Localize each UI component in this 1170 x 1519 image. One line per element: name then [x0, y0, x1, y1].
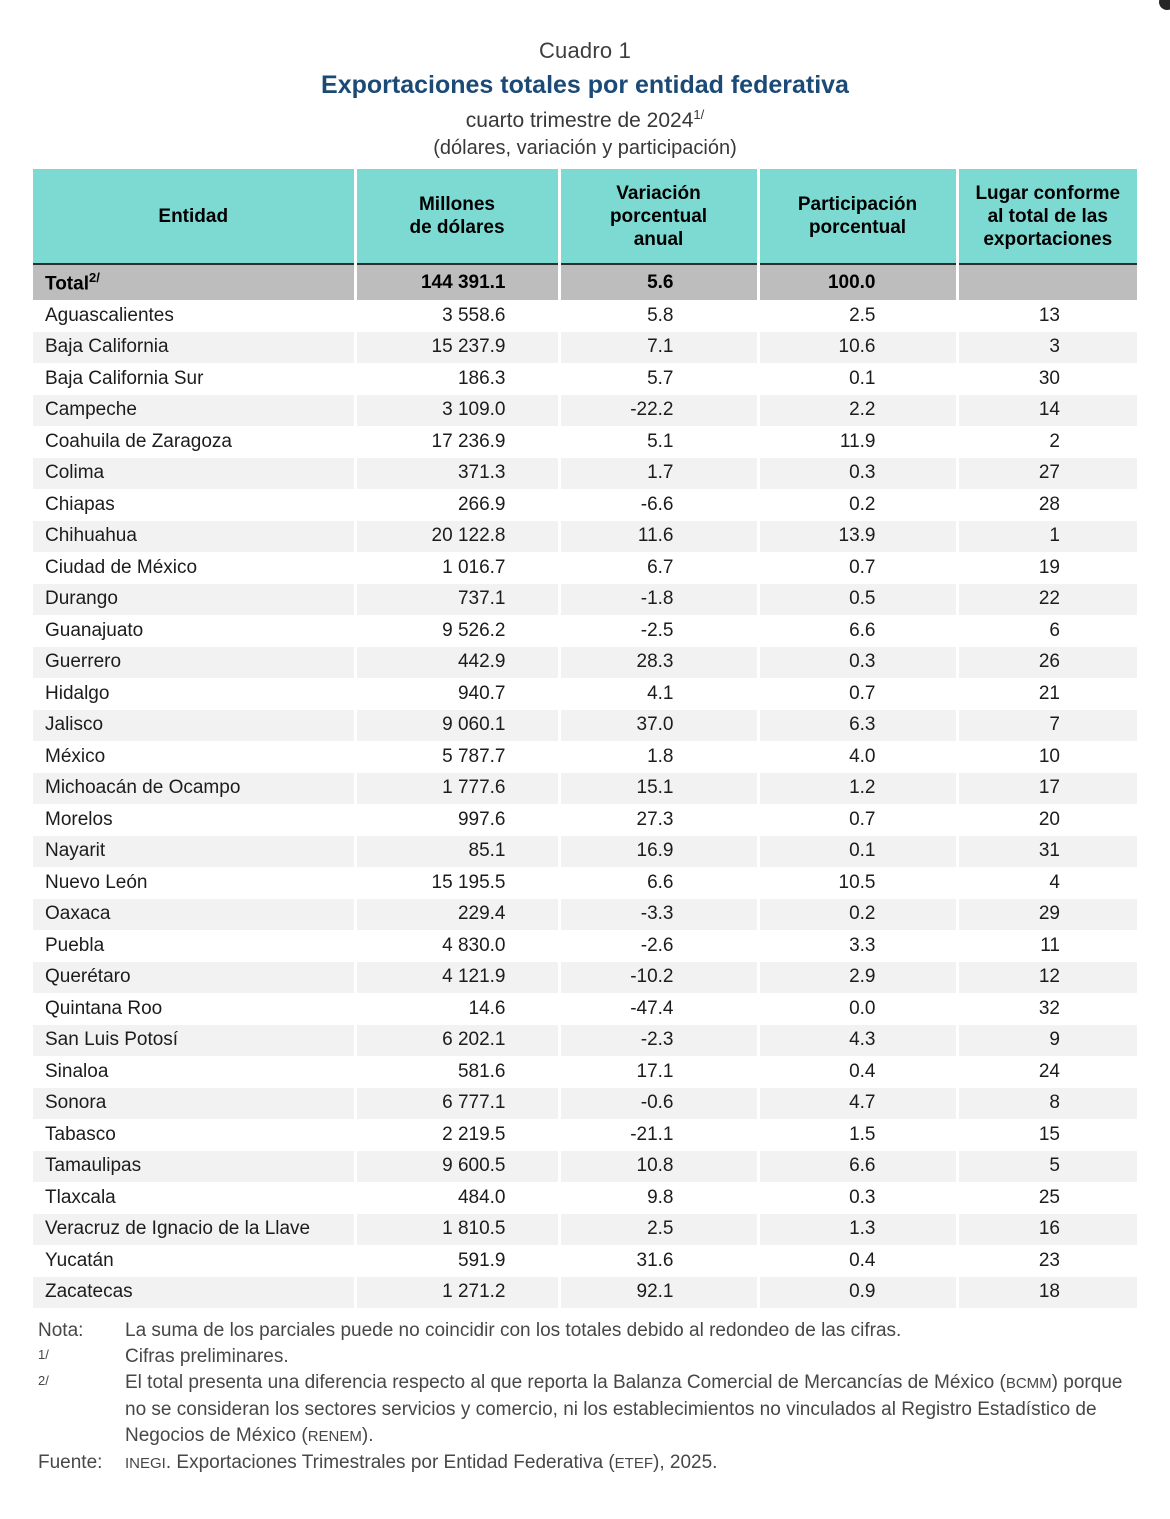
- col-header-line: exportaciones: [983, 228, 1113, 250]
- millions-cell: 2 219.5: [355, 1119, 559, 1151]
- millions-cell: 186.3: [355, 363, 559, 395]
- entity-cell: Colima: [33, 458, 355, 490]
- acronym: ETEF: [614, 1455, 653, 1472]
- entity-cell: Tlaxcala: [45, 1186, 116, 1208]
- variation-cell: 15.1: [559, 773, 758, 805]
- table-row: [33, 647, 1137, 679]
- variation-cell: 5.7: [559, 363, 758, 395]
- millions-cell: 20 122.8: [355, 521, 559, 553]
- rank-cell: 28: [957, 489, 1137, 521]
- share-cell: 0.7: [758, 804, 957, 836]
- table-row: [33, 458, 1137, 490]
- col-header-millones-de-dolares: [355, 169, 559, 264]
- rank-cell: 11: [957, 930, 1137, 962]
- note-item: [38, 1344, 1137, 1370]
- col-header-line: Lugar conforme: [975, 182, 1121, 204]
- entity-cell: Puebla: [45, 934, 105, 956]
- entity-cell: Nayarit: [33, 836, 355, 868]
- table-row: [33, 489, 1137, 521]
- table-row: [33, 678, 1137, 710]
- variation-cell: -2.3: [559, 1025, 758, 1057]
- table-row: [33, 710, 1137, 742]
- variation-cell: -2.5: [559, 615, 758, 647]
- note-segment: ).: [361, 1425, 374, 1446]
- page-title: Exportaciones totales por entidad federativa: [321, 71, 849, 99]
- note-item: [38, 1318, 1137, 1344]
- variation-cell: -3.3: [559, 899, 758, 931]
- table-row: [33, 1025, 1137, 1057]
- entity-cell: Guerrero: [33, 647, 355, 679]
- entity-cell: Sinaloa: [45, 1060, 109, 1082]
- share-cell: 2.5: [758, 300, 957, 332]
- share-cell: 0.4: [758, 1056, 957, 1088]
- note-segment: ) porque no se consideran los sectores servicios y comercio, ni los establecimientos no vinculados al Registro Estadístico de Negocios de México (: [125, 1372, 1123, 1446]
- table-row: [33, 1214, 1137, 1246]
- variation-cell: -1.8: [559, 584, 758, 616]
- note-segment: La suma de los parciales puede no coincidir con los totales debido al redondeo de las cifras.: [125, 1320, 902, 1341]
- table-row: [33, 300, 1137, 332]
- rank-cell: 27: [957, 458, 1137, 490]
- entity-cell: Tabasco: [45, 1123, 116, 1145]
- rank-cell: 15: [957, 1119, 1137, 1151]
- variation-cell: 5.8: [559, 300, 758, 332]
- rank-cell: 8: [957, 1088, 1137, 1120]
- col-header-variacion-porcentual-anual: [559, 169, 758, 264]
- millions-cell: 266.9: [355, 489, 559, 521]
- variation-cell: 11.6: [559, 521, 758, 553]
- share-cell: 2.9: [758, 962, 957, 994]
- entity-cell: Nuevo León: [45, 871, 148, 893]
- millions-cell: 1 271.2: [355, 1277, 559, 1309]
- variation-cell: -10.2: [559, 962, 758, 994]
- variation-cell: 2.5: [559, 1214, 758, 1246]
- entity-cell: Morelos: [45, 808, 113, 830]
- table-row: [33, 395, 1137, 427]
- notes: [38, 1318, 1137, 1477]
- entity-cell: Baja California: [33, 332, 355, 364]
- rank-cell: 30: [957, 363, 1137, 395]
- variation-cell: -21.1: [559, 1119, 758, 1151]
- entity-cell: Jalisco: [33, 710, 355, 742]
- share-cell: 0.1: [758, 363, 957, 395]
- variation-cell: 4.1: [559, 678, 758, 710]
- acronym: INEGI: [125, 1455, 166, 1472]
- share-cell: 0.4: [758, 1245, 957, 1277]
- total-variation-cell: 5.6: [559, 264, 758, 300]
- millions-cell: 737.1: [355, 584, 559, 616]
- rank-cell: 24: [957, 1056, 1137, 1088]
- rank-cell: 18: [957, 1277, 1137, 1309]
- millions-cell: 1 016.7: [355, 552, 559, 584]
- rank-cell: 1: [957, 521, 1137, 553]
- rank-cell: 14: [957, 395, 1137, 427]
- note-text: [125, 1370, 1137, 1450]
- share-cell: 0.2: [758, 489, 957, 521]
- share-cell: 6.6: [758, 1151, 957, 1183]
- note-text: [125, 1344, 1137, 1370]
- variation-cell: -22.2: [559, 395, 758, 427]
- rank-cell: 23: [957, 1245, 1137, 1277]
- share-cell: 3.3: [758, 930, 957, 962]
- entity-cell: Baja California Sur: [45, 367, 204, 389]
- entity-cell: Ciudad de México: [45, 556, 198, 578]
- share-cell: 0.2: [758, 899, 957, 931]
- note-text: [125, 1450, 1137, 1477]
- entity-cell: Querétaro: [33, 962, 355, 994]
- table-row: [33, 521, 1137, 553]
- rank-cell: 9: [957, 1025, 1137, 1057]
- rank-cell: 19: [957, 552, 1137, 584]
- millions-cell: 442.9: [355, 647, 559, 679]
- rank-cell: 13: [957, 300, 1137, 332]
- col-header-line: porcentual: [609, 205, 708, 227]
- table-row: [33, 363, 1137, 395]
- share-cell: 13.9: [758, 521, 957, 553]
- variation-cell: 6.7: [559, 552, 758, 584]
- table-row: [33, 584, 1137, 616]
- note-item: [38, 1370, 1137, 1450]
- variation-cell: 16.9: [559, 836, 758, 868]
- share-cell: 0.7: [758, 552, 957, 584]
- share-cell: 1.2: [758, 773, 957, 805]
- table-row: [33, 332, 1137, 364]
- units-line: (dólares, variación y participación): [433, 137, 737, 159]
- variation-cell: 27.3: [559, 804, 758, 836]
- note-segment: ), 2025.: [653, 1452, 718, 1473]
- table-row: [33, 1056, 1137, 1088]
- table-row: [33, 426, 1137, 458]
- entity-cell: Michoacán de Ocampo: [33, 773, 355, 805]
- millions-cell: 1 810.5: [355, 1214, 559, 1246]
- col-header-line: anual: [633, 228, 684, 250]
- variation-cell: 1.8: [559, 741, 758, 773]
- rank-cell: 17: [957, 773, 1137, 805]
- table-row: [33, 962, 1137, 994]
- millions-cell: 484.0: [355, 1182, 559, 1214]
- total-rank-cell: [957, 264, 1137, 300]
- col-header-line: Millones: [418, 194, 495, 215]
- millions-cell: 6 777.1: [355, 1088, 559, 1120]
- rank-cell: 21: [957, 678, 1137, 710]
- millions-cell: 15 195.5: [355, 867, 559, 899]
- variation-cell: 17.1: [559, 1056, 758, 1088]
- table-row: [33, 1277, 1137, 1309]
- millions-cell: 17 236.9: [355, 426, 559, 458]
- table-row: [33, 867, 1137, 899]
- share-cell: 0.7: [758, 678, 957, 710]
- share-cell: 0.9: [758, 1277, 957, 1309]
- millions-cell: 9 600.5: [355, 1151, 559, 1183]
- table-row: [33, 1245, 1137, 1277]
- variation-cell: 37.0: [559, 710, 758, 742]
- note-text: [125, 1318, 1137, 1344]
- rank-cell: 6: [957, 615, 1137, 647]
- table-row: [33, 836, 1137, 868]
- note-label: Fuente:: [38, 1452, 103, 1473]
- entity-cell: Coahuila de Zaragoza: [45, 430, 232, 452]
- rank-cell: 16: [957, 1214, 1137, 1246]
- share-cell: 10.5: [758, 867, 957, 899]
- millions-cell: 4 830.0: [355, 930, 559, 962]
- share-cell: 4.7: [758, 1088, 957, 1120]
- millions-cell: 940.7: [355, 678, 559, 710]
- share-cell: 0.0: [758, 993, 957, 1025]
- share-cell: 4.0: [758, 741, 957, 773]
- variation-cell: -47.4: [559, 993, 758, 1025]
- total-row: [33, 264, 1137, 300]
- share-cell: 10.6: [758, 332, 957, 364]
- share-cell: 11.9: [758, 426, 957, 458]
- variation-cell: 5.1: [559, 426, 758, 458]
- col-header-participacion-porcentual: [758, 169, 957, 264]
- variation-cell: 10.8: [559, 1151, 758, 1183]
- millions-cell: 371.3: [355, 458, 559, 490]
- table-row: [33, 615, 1137, 647]
- header-row: [33, 169, 1137, 264]
- share-cell: 0.5: [758, 584, 957, 616]
- table-row: [33, 899, 1137, 931]
- rank-cell: 7: [957, 710, 1137, 742]
- rank-cell: 32: [957, 993, 1137, 1025]
- table-row: [33, 741, 1137, 773]
- millions-cell: 14.6: [355, 993, 559, 1025]
- millions-cell: 6 202.1: [355, 1025, 559, 1057]
- millions-cell: 85.1: [355, 836, 559, 868]
- title-block: [0, 0, 1170, 160]
- share-cell: 2.2: [758, 395, 957, 427]
- acronym: BCMM: [1005, 1375, 1052, 1392]
- note-label: Nota:: [38, 1320, 84, 1341]
- table-row: [33, 1151, 1137, 1183]
- variation-cell: 28.3: [559, 647, 758, 679]
- millions-cell: 5 787.7: [355, 741, 559, 773]
- note-label: 1/: [38, 1347, 49, 1362]
- variation-cell: -2.6: [559, 930, 758, 962]
- variation-cell: 7.1: [559, 332, 758, 364]
- total-footnote-ref: 2/: [88, 269, 100, 285]
- col-header-line: de dólares: [409, 217, 505, 238]
- share-cell: 0.3: [758, 458, 957, 490]
- table-row: [33, 1119, 1137, 1151]
- variation-cell: 1.7: [559, 458, 758, 490]
- total-label-cell: [33, 264, 355, 300]
- table-row: [33, 993, 1137, 1025]
- entity-cell: Hidalgo: [45, 682, 110, 704]
- table-number: Cuadro 1: [538, 38, 632, 63]
- col-header-line: al total de las: [987, 205, 1108, 227]
- entity-cell: Aguascalientes: [45, 304, 174, 326]
- subtitle-footnote-ref: 1/: [693, 107, 705, 122]
- rank-cell: 31: [957, 836, 1137, 868]
- note-segment: . Exportaciones Trimestrales por Entidad Federativa (: [165, 1452, 615, 1473]
- col-header-entidad: [33, 169, 355, 264]
- rank-cell: 3: [957, 332, 1137, 364]
- share-cell: 0.3: [758, 647, 957, 679]
- col-header-lugar-conforme: [957, 169, 1137, 264]
- rank-cell: 12: [957, 962, 1137, 994]
- rank-cell: 4: [957, 867, 1137, 899]
- share-cell: 1.5: [758, 1119, 957, 1151]
- col-header-line: porcentual: [808, 217, 907, 238]
- share-cell: 6.3: [758, 710, 957, 742]
- total-millions-cell: 144 391.1: [355, 264, 559, 300]
- rank-cell: 20: [957, 804, 1137, 836]
- rank-cell: 5: [957, 1151, 1137, 1183]
- table-body: [33, 300, 1137, 1308]
- table-row: [33, 1088, 1137, 1120]
- variation-cell: 92.1: [559, 1277, 758, 1309]
- rank-cell: 29: [957, 899, 1137, 931]
- variation-cell: 9.8: [559, 1182, 758, 1214]
- variation-cell: -0.6: [559, 1088, 758, 1120]
- table-row: [33, 552, 1137, 584]
- acronym: RENEM: [307, 1428, 362, 1445]
- note-segment: Cifras preliminares.: [125, 1346, 289, 1367]
- share-cell: 0.3: [758, 1182, 957, 1214]
- entity-cell: Quintana Roo: [45, 997, 163, 1019]
- millions-cell: 581.6: [355, 1056, 559, 1088]
- rank-cell: 25: [957, 1182, 1137, 1214]
- rank-cell: 2: [957, 426, 1137, 458]
- table-row: [33, 773, 1137, 805]
- millions-cell: 4 121.9: [355, 962, 559, 994]
- share-cell: 6.6: [758, 615, 957, 647]
- note-label: 2/: [38, 1373, 49, 1388]
- subtitle: [0, 107, 1170, 133]
- millions-cell: 229.4: [355, 899, 559, 931]
- col-header-line: Participación: [797, 194, 918, 215]
- rank-cell: 22: [957, 584, 1137, 616]
- col-header-line: Entidad: [158, 205, 229, 227]
- millions-cell: 3 109.0: [355, 395, 559, 427]
- note-segment: El total presenta una diferencia respecto al que reporta la Balanza Comercial de Mercancías de México (: [125, 1372, 1006, 1393]
- exports-table: [33, 169, 1137, 1308]
- millions-cell: 9 060.1: [355, 710, 559, 742]
- share-cell: 1.3: [758, 1214, 957, 1246]
- total-label: Total: [45, 273, 89, 295]
- exports-table-wrap: [33, 169, 1137, 1308]
- share-cell: 0.1: [758, 836, 957, 868]
- subtitle-text: cuarto trimestre de 2024: [465, 109, 694, 132]
- table-row: [33, 804, 1137, 836]
- total-share-cell: 100.0: [758, 264, 957, 300]
- entity-cell: Sonora: [33, 1088, 355, 1120]
- note-item: [38, 1450, 1137, 1477]
- variation-cell: -6.6: [559, 489, 758, 521]
- share-cell: 4.3: [758, 1025, 957, 1057]
- millions-cell: 9 526.2: [355, 615, 559, 647]
- entity-cell: Oaxaca: [33, 899, 355, 931]
- variation-cell: 6.6: [559, 867, 758, 899]
- rank-cell: 10: [957, 741, 1137, 773]
- entity-cell: Tamaulipas: [33, 1151, 355, 1183]
- entity-cell: Chiapas: [45, 493, 115, 515]
- table-row: [33, 930, 1137, 962]
- entity-cell: Yucatán: [45, 1249, 114, 1271]
- millions-cell: 1 777.6: [355, 773, 559, 805]
- variation-cell: 31.6: [559, 1245, 758, 1277]
- millions-cell: 15 237.9: [355, 332, 559, 364]
- rank-cell: 26: [957, 647, 1137, 679]
- col-header-line: Variación: [616, 182, 701, 204]
- entity-cell: Campeche: [33, 395, 355, 427]
- entity-cell: Guanajuato: [45, 619, 144, 641]
- millions-cell: 997.6: [355, 804, 559, 836]
- entity-cell: Zacatecas: [33, 1277, 355, 1309]
- entity-cell: Chihuahua: [33, 521, 355, 553]
- millions-cell: 3 558.6: [355, 300, 559, 332]
- table-row: [33, 1182, 1137, 1214]
- entity-cell: San Luis Potosí: [33, 1025, 355, 1057]
- entity-cell: Durango: [33, 584, 355, 616]
- entity-cell: Veracruz de Ignacio de la Llave: [33, 1214, 355, 1246]
- millions-cell: 591.9: [355, 1245, 559, 1277]
- entity-cell: México: [45, 745, 106, 767]
